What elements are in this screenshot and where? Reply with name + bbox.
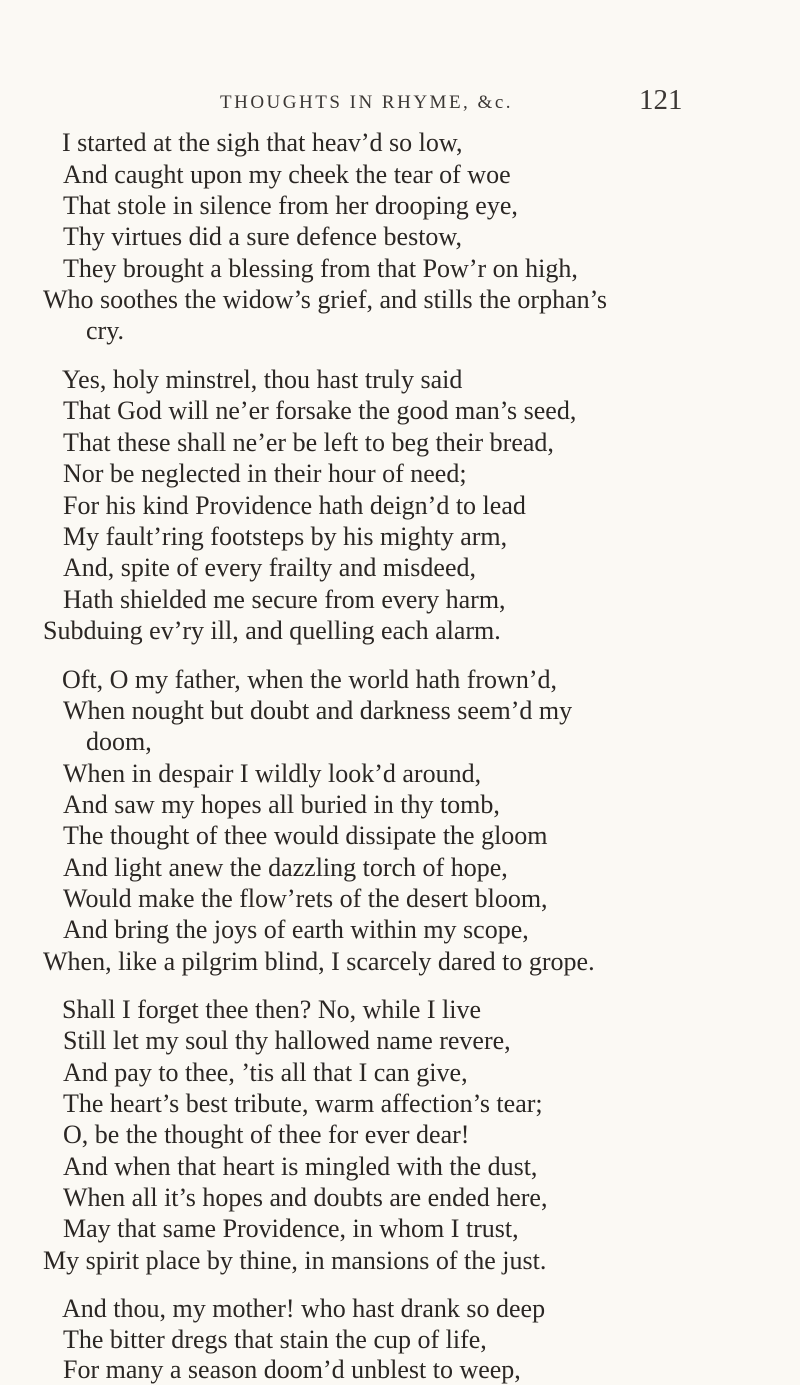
running-title: THOUGHTS IN RHYME, &c. [220, 92, 514, 113]
verse-line: And light anew the dazzling torch of hope, [63, 853, 508, 882]
verse-line: And caught upon my cheek the tear of woe [63, 160, 511, 189]
verse-line: The bitter dregs that stain the cup of life, [63, 1325, 487, 1354]
page-number: 121 [639, 84, 683, 116]
verse-line: May that same Providence, in whom I trust, [63, 1214, 519, 1243]
verse-line: And bring the joys of earth within my scope, [63, 915, 529, 944]
verse-line: Still let my soul thy hallowed name revere, [63, 1026, 511, 1055]
verse-line: When, like a pilgrim blind, I scarcely dared to grope. [43, 947, 595, 976]
verse-line: That stole in silence from her drooping eye, [63, 191, 518, 220]
verse-line: I started at the sigh that heav’d so low, [62, 128, 463, 157]
verse-line: The thought of thee would dissipate the gloom [63, 821, 548, 850]
verse-line: Hath shielded me secure from every harm, [63, 585, 506, 614]
verse-line: Would make the flow’rets of the desert bloom, [63, 884, 548, 913]
verse-line: The heart’s best tribute, warm affection’s tear; [63, 1089, 543, 1118]
verse-line: Who soothes the widow’s grief, and stills the orphan’s [43, 285, 607, 314]
verse-line: That these shall ne’er be left to beg their bread, [63, 428, 554, 457]
verse-line: doom, [86, 727, 152, 756]
verse-line: Subduing ev’ry ill, and quelling each alarm. [43, 616, 501, 645]
verse-line: Thy virtues did a sure defence bestow, [63, 222, 463, 251]
verse-line: Shall I forget thee then? No, while I live [62, 995, 482, 1024]
verse-line: And when that heart is mingled with the dust, [63, 1152, 538, 1181]
running-head [0, 84, 800, 122]
verse-line: And, spite of every frailty and misdeed, [63, 553, 476, 582]
verse-line: My fault’ring footsteps by his mighty arm, [63, 522, 508, 551]
verse-line: cry. [86, 316, 125, 345]
verse-line: My spirit place by thine, in mansions of the just. [43, 1246, 547, 1275]
verse-line: That God will ne’er forsake the good man’s seed, [63, 396, 577, 425]
verse-line: For his kind Providence hath deign’d to lead [63, 491, 526, 520]
verse-line: And thou, my mother! who hast drank so deep [62, 1294, 546, 1323]
verse-line: Oft, O my father, when the world hath frown’d, [62, 665, 557, 694]
verse-line: Nor be neglected in their hour of need; [63, 459, 467, 488]
verse-line: And pay to thee, ’tis all that I can give, [63, 1058, 468, 1087]
verse-line: Yes, holy minstrel, thou hast truly said [62, 365, 463, 394]
verse-line: When in despair I wildly look’d around, [63, 759, 482, 788]
verse-line: O, be the thought of thee for ever dear! [63, 1120, 470, 1149]
verse-line: When nought but doubt and darkness seem’d my [63, 696, 573, 725]
verse-line: When all it’s hopes and doubts are ended here, [63, 1183, 548, 1212]
verse-line: For many a season doom’d unblest to weep, [63, 1355, 521, 1384]
verse-line: They brought a blessing from that Pow’r on high, [63, 254, 578, 283]
verse-line: And saw my hopes all buried in thy tomb, [63, 790, 500, 819]
